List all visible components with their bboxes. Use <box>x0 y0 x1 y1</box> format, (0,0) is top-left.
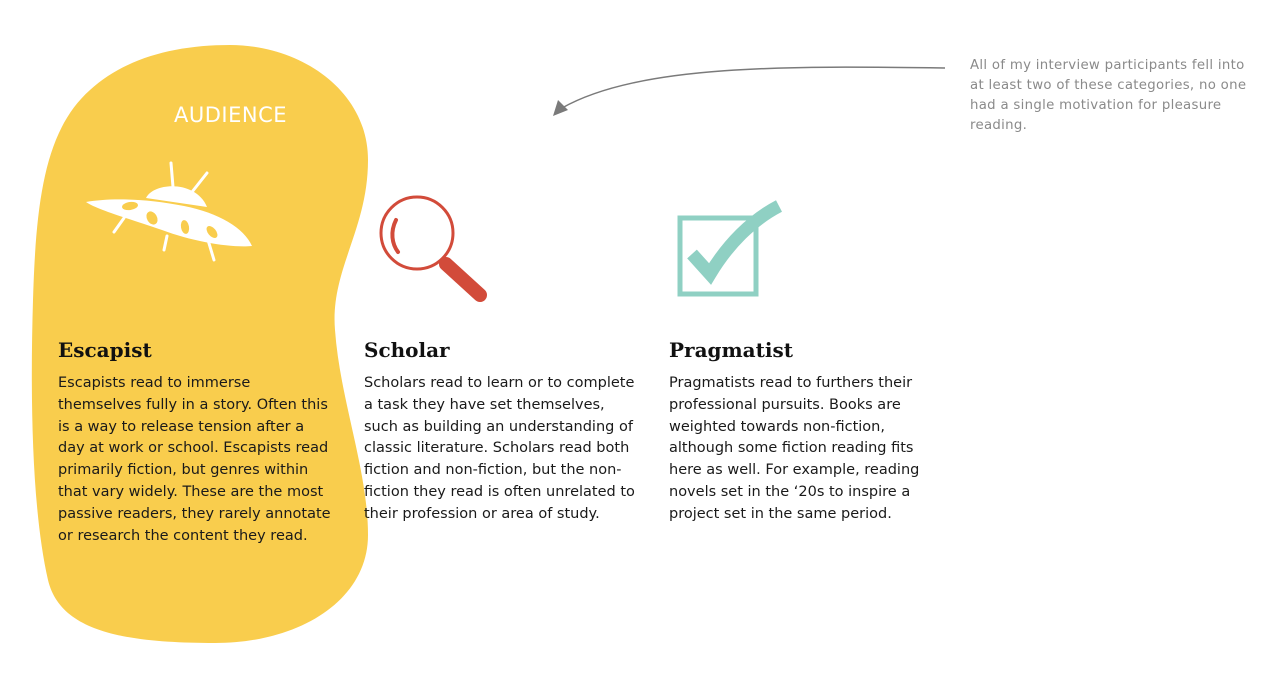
checkbox-icon <box>674 196 790 302</box>
pragmatist-description: Pragmatists read to furthers their professional pursuits. Books are weighted towards non-fiction, although some fiction reading fits here as well. For example, reading novels set in the ‘20s to inspire a project set in the same period. <box>669 375 920 522</box>
curved-arrow <box>562 67 945 108</box>
magnifying-glass-icon <box>378 194 490 306</box>
pragmatist-title: Pragmatist <box>669 338 793 362</box>
annotation-note: All of my interview participants fell into at least two of these categories, no one had a single motivation for pleasure reading. <box>970 58 1247 133</box>
scholar-description: Scholars read to learn or to complete a task they have set themselves, such as building an understanding of classic literature. Scholars read both fiction and non-fiction, but the non-fiction they read is often unrelated to their profession or area of study. <box>364 375 635 522</box>
ufo-icon <box>84 160 254 264</box>
scholar-title: Scholar <box>364 338 450 362</box>
escapist-description: Escapists read to immerse themselves fully in a story. Often this is a way to release tension after a day at work or school. Escapists read primarily fiction, but genres within that vary widely. These are the most passive readers, they rarely annotate or research the content they read. <box>58 375 331 544</box>
section-label: AUDIENCE <box>174 103 288 127</box>
arrow-head <box>553 100 568 116</box>
escapist-title: Escapist <box>58 338 152 362</box>
